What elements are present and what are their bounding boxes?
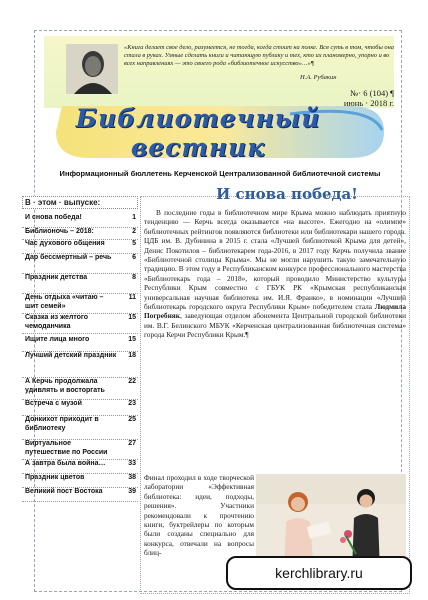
- toc-item-title: Встреча с музой: [25, 400, 82, 407]
- toc-item-page: 38: [128, 474, 136, 481]
- article-person-name: Людмила Погребняк: [144, 302, 406, 321]
- masthead-title-line1: Библиотечный: [75, 104, 321, 133]
- toc-item-page: 15: [128, 314, 136, 321]
- toc-item[interactable]: [22, 352, 138, 376]
- issue-number: №· 6 (104) ¶: [350, 88, 394, 98]
- toc-item-page: 33: [128, 460, 136, 467]
- masthead-title-line2: вестник: [130, 133, 266, 162]
- article-continuation: [144, 473, 254, 558]
- article-paragraph-2: Финал проходил в ходе творческой лаборатории «Эффективная библиотека: идеи, подходы, решения». Участники рекомендовали к прочтению книги, буктрейлеры по которым были созданы специально для конкурса, отвечали на вопросы блиц-: [144, 473, 254, 558]
- toc-item[interactable]: [22, 214, 138, 226]
- toc-item-page: 2: [132, 228, 136, 235]
- toc-item-page: 23: [128, 400, 136, 407]
- toc-item-page: 6: [132, 254, 136, 261]
- toc-item-page: 8: [132, 274, 136, 281]
- toc-item-title: И снова победа!: [25, 214, 82, 221]
- toc-item-title: Великий пост Востока: [25, 488, 103, 495]
- toc-item-page: 1: [132, 214, 136, 221]
- table-of-contents: [22, 196, 138, 209]
- toc-item[interactable]: [22, 254, 138, 272]
- toc-item-title: Библионочь – 2018:: [25, 228, 94, 235]
- toc-item[interactable]: [22, 400, 138, 414]
- toc-item[interactable]: [22, 336, 138, 350]
- toc-item[interactable]: [22, 274, 138, 292]
- toc-item-page: 25: [128, 416, 136, 423]
- toc-item-title: Час духового общения: [25, 240, 105, 247]
- toc-separator: [22, 501, 138, 502]
- toc-item-title: Праздник цветов: [25, 474, 85, 481]
- toc-item-page: 11: [128, 294, 136, 301]
- toc-item-title: А Керчь продолжала удивлять и восторгать: [25, 378, 105, 394]
- toc-item-page: 27: [128, 440, 136, 447]
- toc-item-page: 5: [132, 240, 136, 247]
- toc-item[interactable]: [22, 378, 138, 398]
- toc-item[interactable]: [22, 474, 138, 486]
- toc-item-title: Праздник детства: [25, 274, 88, 281]
- toc-item-title: Лучший детский праздник: [25, 352, 117, 359]
- toc-item[interactable]: [22, 488, 138, 500]
- epigraph-quote: «Книга делает свое дело, разумеется, не тогда, когда стоит на полке. Вся суть в том, чтобы она стала в руках. Умные сделать книги и читающую публику и тех, кто их планомерно, упорно и во всех направлениях — это своего рода «библиотечное искусство»…»¶: [124, 44, 394, 67]
- toc-item-page: 15: [128, 336, 136, 343]
- toc-item[interactable]: [22, 314, 138, 332]
- toc-item-title: Дар бессмертный – речь: [25, 254, 112, 261]
- toc-item[interactable]: [22, 228, 138, 238]
- toc-item-title: День отдыха «читаю – шит семей»: [25, 294, 104, 310]
- toc-item[interactable]: [22, 460, 138, 472]
- toc-item-title: А завтра была война…: [25, 460, 106, 467]
- toc-item-page: 39: [128, 488, 136, 495]
- article-title: И снова победа!: [216, 185, 358, 203]
- toc-item[interactable]: [22, 240, 138, 252]
- toc-item[interactable]: [22, 440, 138, 458]
- site-watermark: kerchlibrary.ru: [226, 556, 412, 590]
- toc-heading: В · этом · выпуске:: [22, 196, 138, 209]
- toc-separator: [22, 333, 138, 334]
- toc-item-title: Виртуальное путешествие по России: [25, 440, 108, 456]
- epigraph-author: Н.А. Рубакин: [300, 74, 337, 81]
- issue-date: июнь · 2018 г.: [343, 98, 394, 108]
- masthead-subtitle: Информационный бюллетень Керченской Централизованной библиотечной системы: [59, 169, 381, 178]
- toc-item-page: 18: [128, 352, 136, 359]
- toc-item-page: 22: [128, 378, 136, 385]
- toc-item-title: Донкихот приходит в библиотеку: [25, 416, 99, 432]
- toc-item[interactable]: [22, 294, 138, 312]
- toc-item[interactable]: [22, 416, 138, 438]
- toc-item-title: Сказка из желтого чемоданчика: [25, 314, 89, 330]
- article-body: [144, 208, 406, 340]
- article-paragraph: В последние годы в библиотечном мире Крыма можно наблюдать приятную тенденцию — Керчь всегда оказывается «на высоте». Ежегодно на «олимпе» библиотечных рейтингов появляются библиотеки или библиотекари нашего города. ЦДБ им. В. Дубинина в 2015 г. стала «Лучшей библиотекой Крыма для детей», Денис Покотилов – библиотекарем года-2016, в 2017 году Керчь получила звание «Библиотечной столицы Крыма». Мы не могли нарушить такую замечательную традицию. В этом году в Республиканском конкурсе профессионального мастерства «Библиотекарь года – 2018», который проводило Министерство культуры Республики Крым совместно с ГБУК РК «Крымская республиканская универсальная научная библиотека им. И.Я. Франко», в номинации «Лучший библиотекарь городского округа Республики Крым» победителем стала Людмила Погребняк, заведующая отделом абонемента Центральной городской библиотеки им. В.Г. Белинского МБУК «Керченская централизованная библиотечная система» города Керчи Республики Крым.¶: [144, 208, 406, 340]
- toc-item-title: Ищите лица много: [25, 336, 90, 343]
